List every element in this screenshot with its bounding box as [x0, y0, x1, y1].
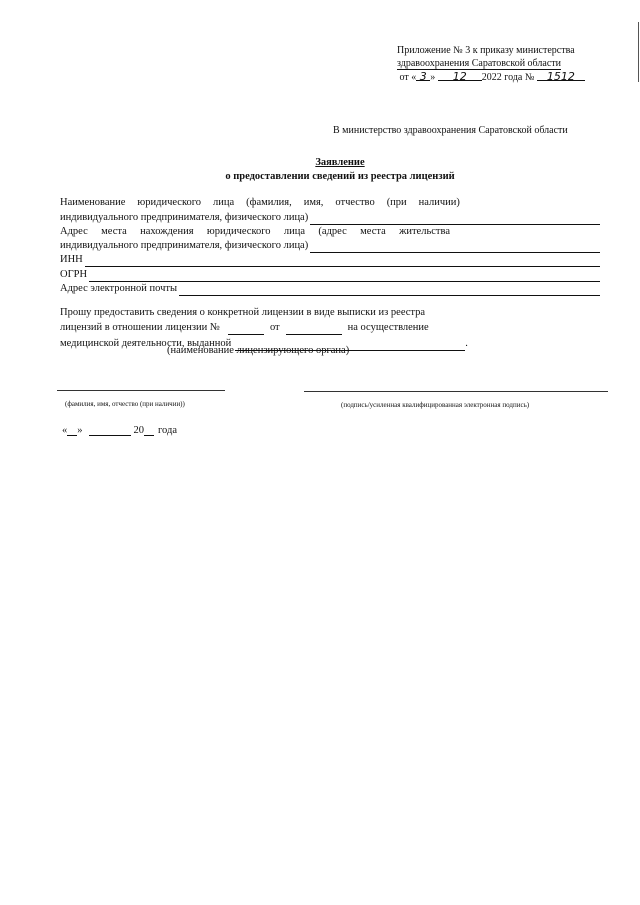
name-row-b [60, 210, 600, 224]
document-subtitle: о предоставлении сведений из реестра лицензий [225, 171, 455, 182]
ogrn-label: ОГРН [60, 268, 88, 280]
name-word: имя, [303, 197, 324, 209]
address-word: нахождения [140, 225, 194, 237]
issuing-authority-caption: (наименование лицензирующего органа) [167, 345, 350, 356]
request-from-text: от [269, 322, 280, 333]
document-title: Заявление [315, 157, 365, 168]
date-suffix: года [158, 425, 177, 436]
date-open-quote: « [62, 425, 68, 436]
request-block [60, 304, 500, 351]
date-century: 20 [133, 425, 144, 436]
name-word: Наименование [60, 197, 126, 209]
address-row-b [60, 239, 600, 253]
address-word: Адрес [60, 225, 88, 237]
appendix-day: 3 [416, 70, 430, 81]
inn-row [60, 253, 600, 267]
request-line-2 [60, 320, 500, 336]
email-label: Адрес электронной почты [60, 283, 178, 295]
address-word: лица [283, 225, 306, 237]
name-word: (фамилия, [246, 197, 292, 209]
email-field[interactable] [179, 285, 600, 296]
appendix-line-2-text: здравоохранения Саратовской области [397, 58, 561, 69]
appendix-close-quote: » [430, 72, 436, 83]
name-row-a [60, 196, 600, 210]
name-word: лица [213, 197, 235, 209]
request-line-1: Прошу предоставить сведения о конкретной лицензии в виде выписки из реестра [60, 306, 426, 318]
license-number-field[interactable] [228, 323, 264, 335]
date-month-field[interactable] [89, 424, 131, 436]
appendix-line-2 [397, 57, 607, 70]
email-row [60, 282, 600, 296]
date-year-field[interactable] [144, 424, 154, 436]
appendix-year: 2022 года [481, 72, 523, 83]
signature-line[interactable] [304, 391, 608, 392]
inn-field[interactable] [85, 256, 600, 267]
request-issued-text: медицинской деятельности, выданной [60, 337, 232, 349]
address-word: юридического [206, 225, 271, 237]
license-date-field[interactable] [286, 323, 342, 335]
name-label: индивидуального предпринимателя, физического лица) [60, 211, 309, 223]
appendix-block [397, 44, 607, 84]
appendix-from: от [399, 72, 409, 83]
appendix-number-label: № [524, 72, 535, 83]
request-activity-text: на осуществление [347, 322, 429, 333]
address-field[interactable] [310, 242, 600, 253]
date-day-field[interactable] [67, 424, 77, 436]
address-word: жительства [399, 225, 450, 237]
address-word: места [360, 225, 386, 237]
appendix-date-line [397, 70, 607, 84]
appendix-month: 12 [438, 70, 482, 81]
date-close-quote: » [77, 425, 83, 436]
ogrn-field[interactable] [89, 271, 600, 282]
applicant-form [60, 196, 600, 296]
appendix-number: 1512 [537, 70, 585, 81]
inn-label: ИНН [60, 254, 83, 266]
name-word: отчество [335, 197, 375, 209]
name-field[interactable] [310, 214, 600, 225]
name-word: наличии) [418, 197, 460, 209]
request-end-dot: . [465, 337, 468, 349]
name-signature-line[interactable] [57, 390, 225, 391]
name-word: юридического [137, 197, 202, 209]
addressee: В министерство здравоохранения Саратовской области [333, 125, 568, 136]
date-line [62, 424, 177, 436]
ogrn-row [60, 267, 600, 281]
address-word: места [101, 225, 127, 237]
signature-caption: (подпись/усиленная квалифицированная электронная подпись) [341, 401, 530, 409]
scan-edge-mark [638, 22, 639, 82]
address-row-a [60, 225, 600, 239]
appendix-open-quote: « [411, 72, 417, 83]
address-word: (адрес [318, 225, 347, 237]
name-word: (при [386, 197, 407, 209]
name-signature-caption: (фамилия, имя, отчество (при наличии)) [65, 400, 185, 408]
request-license-text: лицензий в отношении лицензии № [60, 322, 220, 333]
address-label: индивидуального предпринимателя, физического лица) [60, 240, 309, 252]
appendix-line-1: Приложение № 3 к приказу министерства [397, 45, 575, 56]
